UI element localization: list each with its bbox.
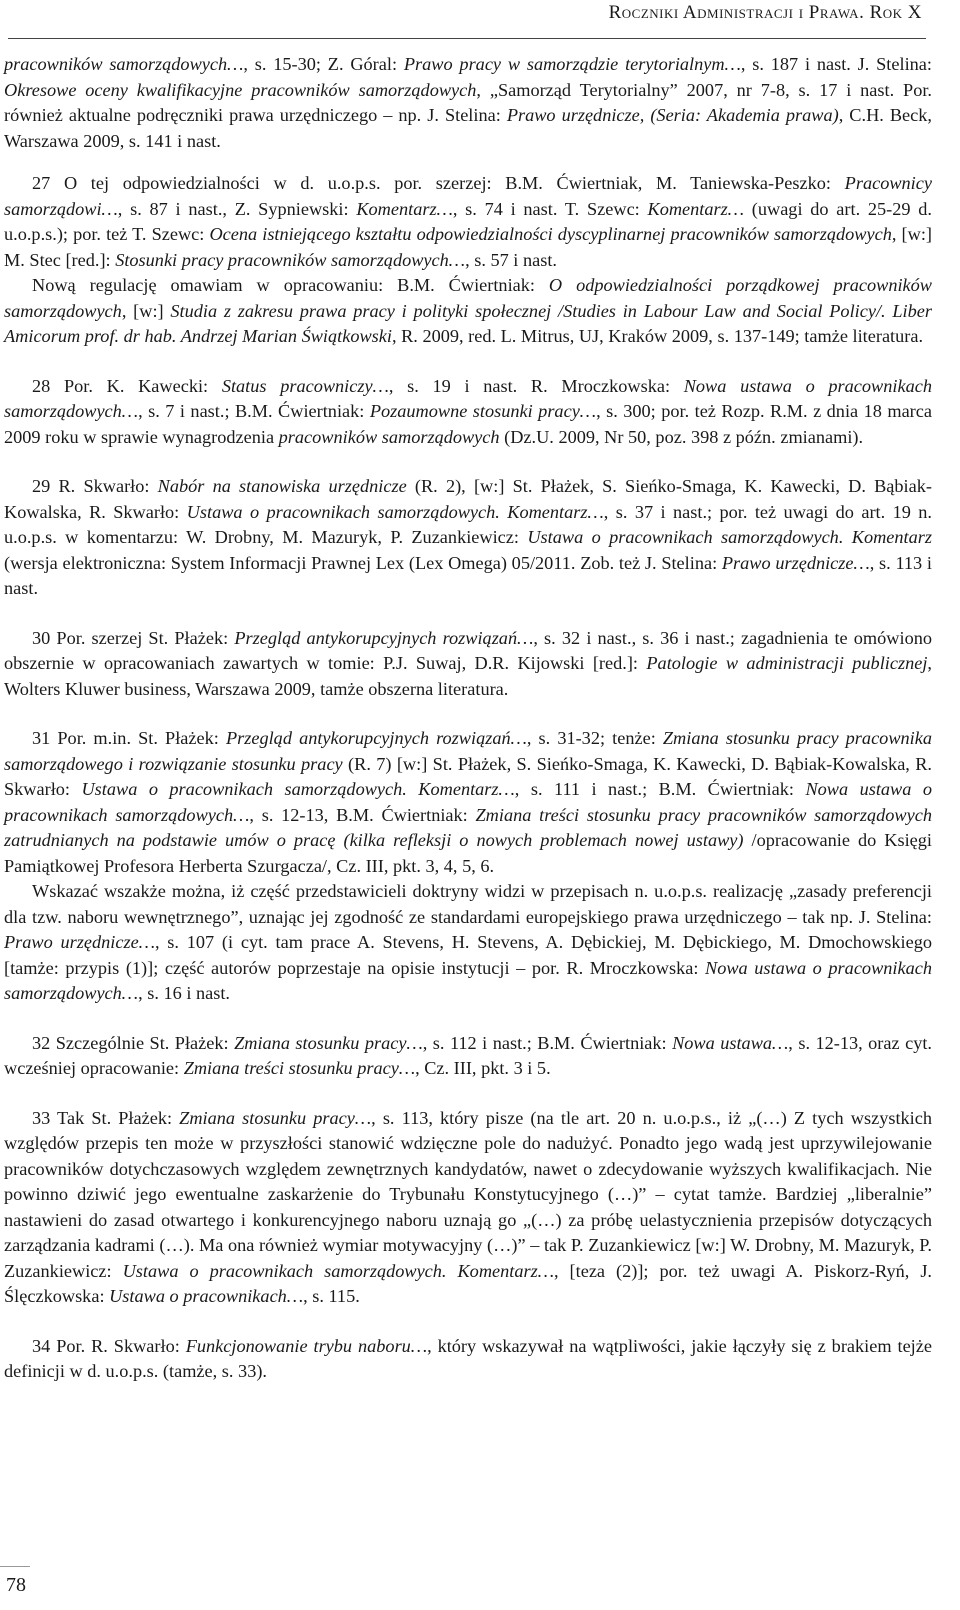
cited-title: Funkcjonowanie trybu naboru… [185,1335,428,1356]
cited-title: Nabór na stanowiska urzędnicze [157,476,407,496]
footnote-text: (Dz.U. 2009, Nr 50, poz. 398 z późn. zmianami). [499,426,864,447]
footnote-text: /opracowanie do Księgi Pamiątkowej Profesora Herberta Szurgacza/, Cz. III, pkt. 3, 4, 5, 6. [4,830,932,876]
footnote-text: (wersja elektroniczna: System Informacji Prawnej Lex (Lex Omega) 05/2011. Zob. też J. Stelina: [4,552,722,573]
footnote-text: (R. 7) [w:] St. Płażek, S. Sieńko-Smaga, K. Kawecki, D. Bąbiak-Kowalska, R. Skwarło: [4,753,932,799]
cited-title: Zmiana treści stosunku pracy pracowników samorządowych zatrudnianych na podstawie umów o pracę (kilka refleksji o nowych problemach nowej ustawy) [4,804,932,850]
cited-title: Ustawa o pracownikach samorządowych. Komentarz… [186,501,604,522]
cited-title: Przegląd antykorupcyjnych rozwiązań… [234,627,534,648]
cited-title: Nowa ustawa… [672,1032,789,1053]
cited-title: Zmiana stosunku pracy… [179,1107,372,1128]
footnote-text: , s. 87 i nast., Z. Sypniewski: [117,198,357,219]
cited-title: Ocena istniejącego kształtu odpowiedzialności dyscyplinarnej pracowników samorządowych [209,224,892,244]
footnote-text: , s. 112 i nast.; B.M. Ćwiertniak: [422,1032,673,1053]
footnote-text: (uwagi do art. 25-29 d. u.o.p.s.); por. też T. Szewc: [4,198,932,244]
footnote-text: , Wolters Kluwer business, Warszawa 2009, tamże obszerna literatura. [4,653,932,699]
footnote-text: , s. 107 (i cyt. tam prace A. Stevens, H. Stevens, A. Dębickiej, M. Dębickiego, M. Dmochowskiego [tamże: przypis (1)]; część autorów poprzestaje na opisie instytucji – por. R. Mroczkowska: [4,932,932,978]
cited-title: Komentarz… [356,198,453,219]
footnote-34 [4,1334,932,1385]
cited-title: Zmiana stosunku pracy… [234,1032,423,1053]
footnote-text: , s. 31-32; tenże: [526,728,663,748]
cited-title: pracowników samorządowych… [4,54,244,74]
footnote-31-paragraph-2 [4,879,932,1007]
footnote-text: , s. 113, który pisze (na tle art. 20 n. u.o.p.s., iż „(…) Z tych wszystkich względów przepis ten może w przyszłości stanowić wdzięczne pole do nadużyć. Ponadto jego wadą jest uprzywilejowanie pracowników dotychczasowych względem zewnętrznych kandydatów, nawet o zdecydowanie wyższych kwalifikacjach. Nie powinno dziwić jego ewentualne zaskarżenie do Trybunału Konstytucyjnego (…)” – cytat tamże. Bardziej „liberalnie” nastawieni do zasad otwartego i konkurencyjnego naboru uznają go „(…) za próbę uelastycznienia przepisów dotyczących zarządzania kadrami (…). Ma ona również wymiar motywacyjny (…)” – tak P. Zuzankiewicz [w:] W. Drobny, M. Mazuryk, P. Zuzankiewicz: [4,1107,933,1281]
footnote-text: 28 Por. K. Kawecki: [32,375,222,396]
footnote-text: , [w:] M. Stec [red.]: [4,224,932,270]
footnote-text: , s. 111 i nast.; B.M. Ćwiertniak: [514,779,806,799]
header-divider [8,38,926,39]
footnote-text: 30 Por. szerzej St. Płażek: [32,627,235,648]
footnote-text: , s. 32 i nast., s. 36 i nast.; zagadnienia te omówiono obszernie w opracowaniach zawartych w tomie: P.J. Suwaj, D.R. Kijowski [red.]: [4,627,932,673]
cited-title: Prawo urzędnicze… [721,552,870,573]
footnote-text: , s. 187 i nast. J. Stelina: [740,54,932,74]
cited-title: Nowa ustawa o pracownikach samorządowych… [4,375,932,421]
footnote-text: , s. 7 i nast.; B.M. Ćwiertniak: [138,401,370,421]
footnote-text: Nową regulację omawiam w opracowaniu: B.M. Ćwiertniak: [32,275,549,295]
footnote-27 [4,171,932,273]
footnote-30 [4,626,932,703]
footnote-29 [4,474,932,602]
running-header [0,0,960,40]
cited-title: Ustawa o pracownikach samorządowych. Komentarz [527,527,932,547]
footnote-text: , [teza (2)]; por. też uwagi A. Piskorz-Ryń, J. Ślęczkowska: [4,1260,933,1306]
cited-title: Zmiana treści stosunku pracy… [183,1058,416,1078]
footnote-text: 29 R. Skwarło: [32,476,158,496]
cited-title: Stosunki pracy pracowników samorządowych… [115,249,466,270]
footnote-text: Wskazać wszakże można, iż część przedstawicieli doktryny widzi w przepisach n. u.o.p.s. realizację „zasady preferencji dla tzw. naboru wewnętrznego”, uznając jej zgodność ze standardami europejskiego prawa urzędniczego – tak np. J. Stelina: [4,881,932,927]
cited-title: pracowników samorządowych [278,426,500,447]
cited-title: Prawo pracy w samorządzie terytorialnym… [403,54,741,74]
cited-title: Ustawa o pracownikach… [109,1286,304,1306]
cited-title: Studia z zakresu prawa pracy i polityki społecznej /Studies in Labour Law and Social Policy/. Liber Amicorum prof. dr hab. Andrzej Marian Świątkowski [4,300,932,346]
footnote-text: 31 Por. m.in. St. Płażek: [32,728,226,748]
cited-title: Ustawa o pracownikach samorządowych. Komentarz… [81,779,515,799]
footnote-text: , „Samorząd Terytorialny” 2007, nr 7-8, s. 17 i nast. Por. również aktualne podręczniki prawa urzędniczego – np. J. Stelina: [4,79,932,125]
footer-divider [0,1566,30,1567]
footnote-text: 33 Tak St. Płażek: [32,1107,180,1128]
footnote-text: , s. 37 i nast.; por. też uwagi do art. 19 n. u.o.p.s. w komentarzu: W. Drobny, M. Mazuryk, P. Zuzankiewicz: [4,501,932,547]
cited-title: Komentarz… [647,198,745,219]
cited-title: Status pracowniczy… [221,375,389,396]
cited-title: Prawo urzędnicze, (Seria: Akademia prawa) [506,105,839,125]
footnote-26-continuation [4,52,932,154]
footnote-33 [4,1106,932,1310]
footnote-text: , s. 15-30; Z. Góral: [243,54,404,74]
footnote-text: , s. 115. [303,1286,360,1306]
cited-title: Nowa ustawa o pracownikach samorządowych… [4,779,932,825]
cited-title: Ustawa o pracownikach samorządowych. Komentarz… [122,1260,554,1281]
cited-title: Prawo urzędnicze… [4,932,155,952]
footnotes-body [4,52,932,1385]
cited-title: Nowa ustawa o pracownikach samorządowych… [4,957,932,1003]
footnote-text: , [w:] [121,300,171,321]
footnote-28 [4,374,932,451]
cited-title: Przegląd antykorupcyjnych rozwiązań… [225,728,527,748]
footnote-32 [4,1031,932,1082]
cited-title: O odpowiedzialności porządkowej pracowników samorządowych [4,275,932,321]
footnote-text: , R. 2009, red. L. Mitrus, UJ, Kraków 2009, s. 137-149; tamże literatura. [391,326,924,346]
footnote-text: , s. 113 i nast. [4,552,932,598]
footnote-text: , C.H. Beck, Warszawa 2009, s. 141 i nast. [4,105,932,151]
footnote-31 [4,726,932,879]
footnote-text: , s. 300; por. też Rozp. R.M. z dnia 18 marca 2009 roku w sprawie wynagrodzenia [4,401,932,447]
footnote-text: (R. 2), [w:] St. Płażek, S. Sieńko-Smaga, K. Kawecki, D. Bąbiak-Kowalska, R. Skwarło: [4,476,932,522]
page-number: 78 [6,1574,26,1596]
footnote-text: , Cz. III, pkt. 3 i 5. [415,1058,551,1078]
footnote-text: 34 Por. R. Skwarło: [32,1335,186,1356]
footnote-text: , s. 12-13, oraz cyt. wcześniej opracowanie: [4,1032,932,1078]
cited-title: Zmiana stosunku pracy pracownika samorządowego i rozwiązanie stosunku pracy [4,728,932,774]
footnote-text: , s. 19 i nast. R. Mroczkowska: [388,375,684,396]
footnote-text: 27 O tej odpowiedzialności w d. u.o.p.s. por. szerzej: B.M. Ćwiertniak, M. Taniewska-Peszko: [32,173,845,193]
footnote-text: , s. 12-13, B.M. Ćwiertniak: [249,804,476,825]
cited-title: Pozaumowne stosunki pracy… [369,401,597,421]
footnote-text: 32 Szczególnie St. Płażek: [32,1032,235,1053]
journal-title: Roczniki Administracji i Prawa. Rok X [608,2,922,23]
cited-title: Okresowe oceny kwalifikacyjne pracowników samorządowych [4,79,477,100]
footnote-27-paragraph-2 [4,273,932,350]
footnote-text: , s. 16 i nast. [138,983,230,1003]
footnote-text: , który wskazywał na wątpliwości, jakie łączyły się z brakiem tejże definicji w d. u.o.p.s. (tamże, s. 33). [4,1335,932,1381]
cited-title: Patologie w administracji publicznej [646,653,928,673]
footnote-text: , s. 74 i nast. T. Szewc: [452,198,648,219]
cited-title: Pracownicy samorządowi… [4,173,932,219]
footnote-text: , s. 57 i nast. [465,249,557,270]
